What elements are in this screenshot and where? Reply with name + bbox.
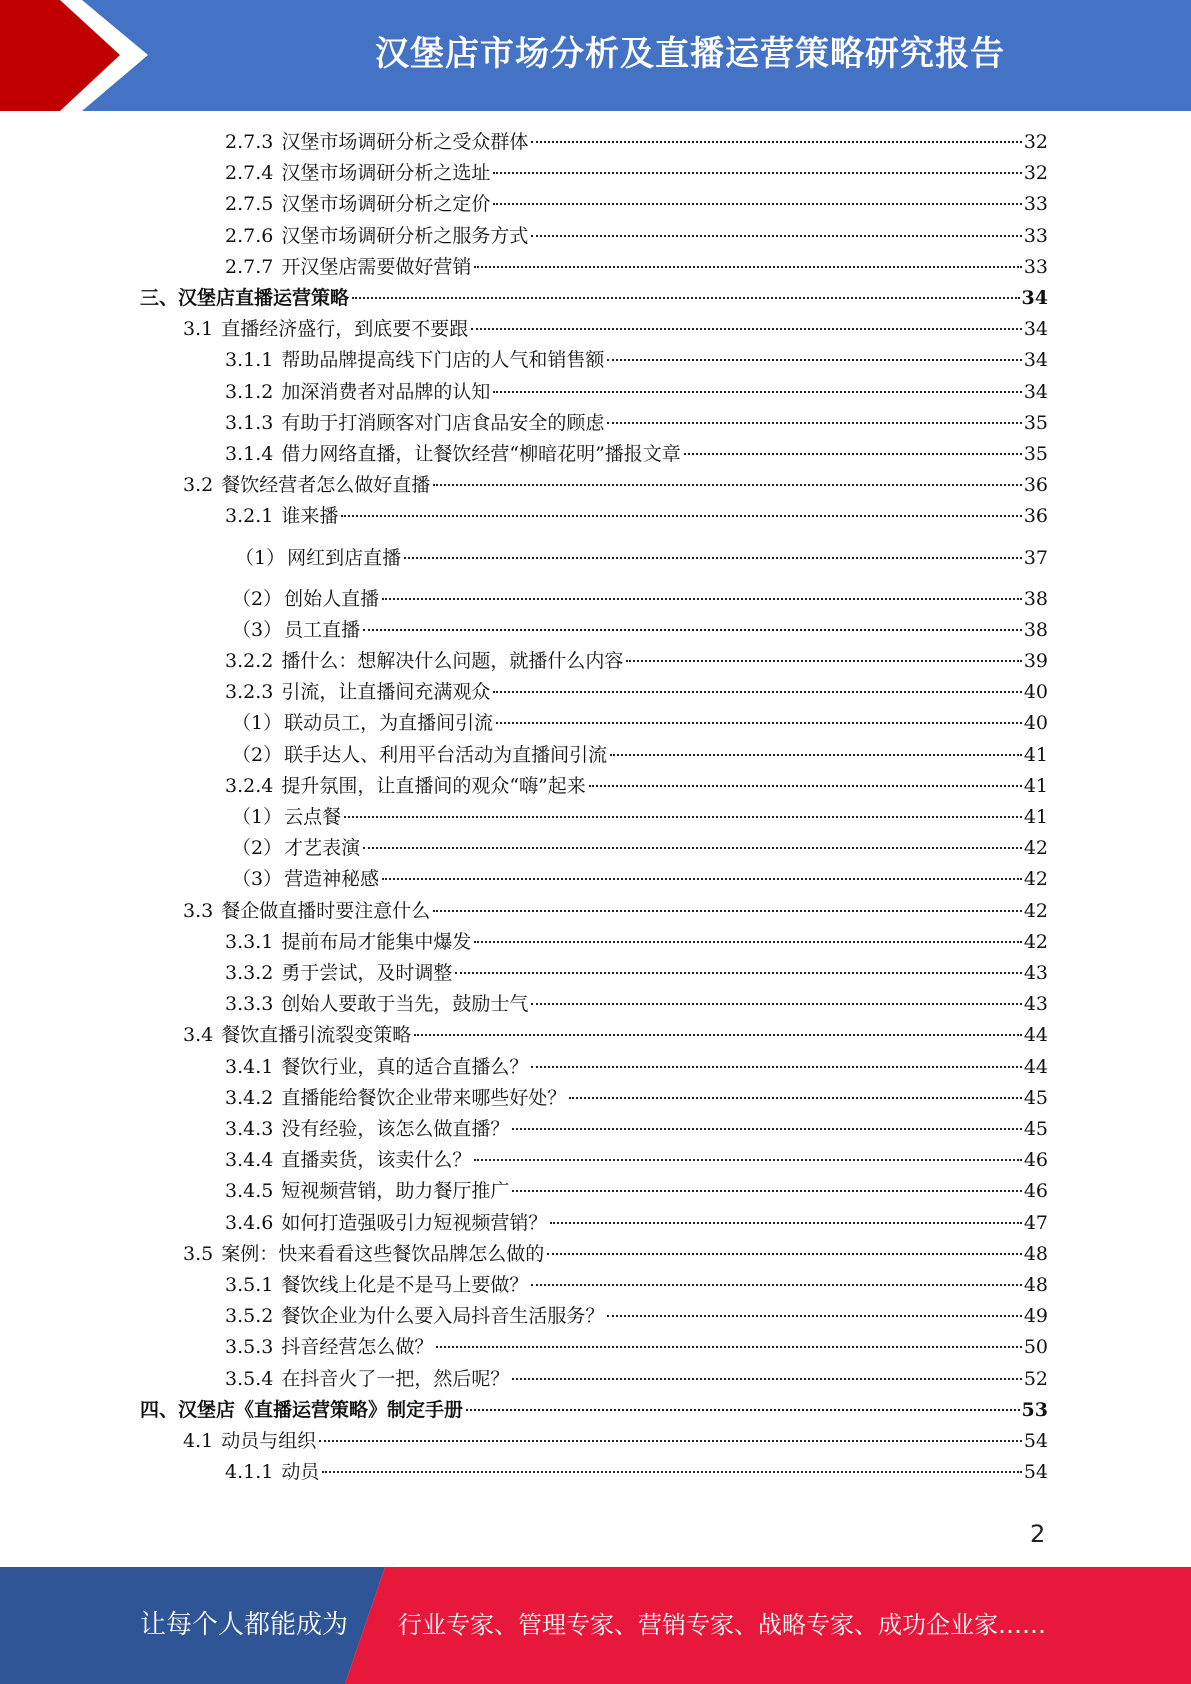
toc-dot-leader — [607, 422, 1021, 424]
toc-dot-leader — [493, 172, 1021, 174]
toc-entry-page: 40 — [1023, 712, 1048, 735]
toc-entry-number: 3.3.3 — [225, 993, 274, 1016]
toc-dot-leader — [382, 878, 1022, 880]
toc-entry-page: 45 — [1023, 1086, 1048, 1109]
toc-entry[interactable] — [232, 802, 1048, 833]
toc-entry-title: 餐饮企业为什么要入局抖音生活服务？ — [281, 1305, 605, 1328]
toc-entry[interactable] — [225, 1270, 1048, 1301]
toc-entry-page: 34 — [1021, 287, 1048, 309]
toc-entry-number: 3.4.1 — [225, 1055, 274, 1078]
toc-entry-page: 33 — [1023, 224, 1048, 247]
toc-dot-leader — [471, 328, 1022, 330]
toc-entry-number: （2） — [232, 837, 283, 860]
toc-entry-title: 短视频营销，助力餐厅推广 — [281, 1180, 510, 1203]
toc-dot-leader — [531, 141, 1021, 143]
toc-entry-title: 引流，让直播间充满观众 — [281, 681, 491, 704]
toc-entry[interactable] — [183, 1239, 1048, 1270]
toc-entry-title: 汉堡市场调研分析之定价 — [281, 193, 491, 216]
toc-dot-leader — [607, 1315, 1021, 1317]
toc-entry-title: 汉堡市场调研分析之选址 — [281, 162, 491, 185]
toc-entry-title: 直播经济盛行，到底要不要跟 — [221, 318, 469, 341]
toc-entry-title: 联动员工，为直播间引流 — [284, 712, 494, 735]
toc-entry-title: 餐饮经营者怎么做好直播 — [221, 474, 431, 497]
toc-entry-title: 抖音经营怎么做？ — [281, 1336, 434, 1359]
header-arrow-icon — [0, 0, 170, 111]
toc-entry-page: 48 — [1023, 1274, 1048, 1296]
toc-dot-leader — [322, 1471, 1021, 1473]
toc-entry[interactable] — [225, 252, 1048, 283]
footer-bar — [0, 1567, 1191, 1684]
toc-entry-number: 2.7.4 — [225, 162, 274, 185]
toc-entry-page: 39 — [1023, 650, 1048, 672]
toc-entry[interactable] — [232, 740, 1048, 771]
toc-entry[interactable] — [225, 1332, 1048, 1363]
toc-dot-leader — [493, 691, 1021, 693]
toc-entry-number: （1） — [235, 546, 286, 569]
toc-entry[interactable] — [225, 127, 1048, 158]
toc-entry-page: 34 — [1023, 318, 1048, 341]
toc-entry-title: 员工直播 — [284, 618, 361, 641]
toc-entry[interactable] — [225, 345, 1048, 376]
toc-entry-title: 有助于打消顾客对门店食品安全的顾虑 — [281, 411, 605, 434]
toc-entry-number: 3.3 — [183, 899, 214, 922]
toc-entry-number: 3.2.4 — [225, 774, 274, 797]
toc-entry-number: （1） — [232, 712, 283, 735]
toc-dot-leader — [589, 785, 1022, 787]
toc-entry[interactable] — [232, 864, 1048, 895]
toc-entry-number: 3.2.3 — [225, 681, 274, 704]
toc-entry-title: 联手达人、利用平台活动为直播间引流 — [284, 743, 608, 766]
toc-entry-title: 提升氛围，让直播间的观众“嗨”起来 — [281, 774, 586, 797]
toc-entry-number: 3.4 — [183, 1024, 214, 1047]
footer-slogan-right: 行业专家、管理专家、营销专家、战略专家、成功企业家…… — [398, 1611, 1046, 1639]
toc-entry-title: 播什么：想解决什么问题，就播什么内容 — [281, 650, 624, 672]
toc-dot-leader — [607, 359, 1021, 361]
toc-entry-page: 44 — [1023, 1024, 1048, 1047]
toc-entry-page: 50 — [1023, 1336, 1048, 1359]
toc-entry-title: 三、汉堡店直播运营策略 — [140, 287, 350, 309]
toc-entry-page: 37 — [1023, 546, 1048, 569]
toc-entry-number: 3.1.2 — [225, 380, 274, 403]
toc-entry[interactable] — [225, 1083, 1048, 1114]
toc-dot-leader — [319, 1440, 1022, 1442]
toc-entry-page: 33 — [1023, 255, 1048, 278]
toc-entry[interactable] — [225, 1457, 1048, 1488]
toc-entry-number: 3.5 — [183, 1242, 214, 1265]
toc-entry-title: 云点餐 — [284, 806, 342, 828]
toc-entry-page: 49 — [1023, 1305, 1048, 1328]
toc-dot-leader — [569, 1097, 1021, 1099]
toc-entry-page: 36 — [1023, 474, 1048, 497]
toc-entry-number: （3） — [232, 868, 283, 891]
toc-entry[interactable] — [183, 1020, 1048, 1051]
toc-entry-number: 2.7.5 — [225, 193, 274, 216]
toc-entry-page: 42 — [1023, 899, 1048, 922]
toc-entry-title: 汉堡市场调研分析之服务方式 — [281, 224, 529, 247]
toc-entry-page: 41 — [1023, 774, 1048, 797]
toc-entry-page: 38 — [1023, 587, 1048, 610]
toc-entry[interactable] — [225, 1114, 1048, 1145]
toc-entry-page: 48 — [1023, 1242, 1048, 1265]
toc-entry[interactable] — [225, 1145, 1048, 1176]
toc-entry[interactable] — [225, 501, 1048, 532]
toc-entry[interactable] — [225, 1208, 1048, 1239]
toc-entry-title: 餐饮直播引流裂变策略 — [221, 1024, 412, 1047]
toc-entry[interactable] — [140, 283, 1048, 314]
toc-entry[interactable] — [225, 189, 1048, 220]
toc-entry[interactable] — [225, 1301, 1048, 1332]
toc-entry-page: 45 — [1023, 1118, 1048, 1140]
toc-entry-page: 43 — [1023, 993, 1048, 1016]
toc-entry-page: 42 — [1023, 837, 1048, 860]
toc-entry-page: 53 — [1021, 1398, 1048, 1421]
toc-entry-title: 直播卖货，该卖什么？ — [281, 1149, 472, 1172]
toc-entry[interactable] — [225, 221, 1048, 252]
toc-entry-number: 3.1.3 — [225, 411, 274, 434]
toc-dot-leader — [531, 235, 1021, 237]
toc-dot-leader — [382, 598, 1022, 600]
toc-entry-title: 动员与组织 — [221, 1430, 317, 1452]
toc-dot-leader — [531, 1003, 1021, 1005]
toc-entry-page: 44 — [1023, 1055, 1048, 1078]
toc-entry-title: 网红到店直播 — [287, 546, 402, 569]
toc-dot-leader — [550, 1222, 1021, 1224]
toc-entry[interactable] — [225, 958, 1048, 989]
toc-entry-title: 在抖音火了一把，然后呢？ — [281, 1367, 510, 1390]
toc-entry-number: 4.1 — [183, 1430, 214, 1452]
toc-dot-leader — [474, 1159, 1021, 1161]
toc-entry-page: 40 — [1023, 681, 1048, 704]
toc-entry-number: 4.1.1 — [225, 1461, 274, 1484]
toc-entry-title: 提前布局才能集中爆发 — [281, 930, 472, 953]
toc-entry-number: 3.4.3 — [225, 1118, 274, 1140]
toc-entry-page: 35 — [1023, 411, 1048, 434]
toc-entry-number: 3.1 — [183, 318, 214, 341]
toc-entry-title: 才艺表演 — [284, 837, 361, 860]
toc-entry-number: 3.2.2 — [225, 650, 274, 672]
toc-entry-page: 46 — [1023, 1180, 1048, 1203]
toc-dot-leader — [474, 266, 1021, 268]
toc-entry-title: 餐饮线上化是不是马上要做？ — [281, 1274, 529, 1296]
toc-dot-leader — [474, 941, 1021, 943]
toc-entry-number: 3.2.1 — [225, 505, 274, 528]
toc-entry[interactable] — [232, 708, 1048, 739]
toc-dot-leader — [455, 972, 1021, 974]
toc-entry[interactable] — [225, 1052, 1048, 1083]
toc-dot-leader — [363, 629, 1022, 631]
toc-entry-title: 没有经验，该怎么做直播？ — [281, 1118, 510, 1140]
toc-entry-number: 3.1.4 — [225, 443, 274, 465]
toc-entry[interactable] — [183, 896, 1048, 927]
toc-dot-leader — [493, 203, 1021, 205]
toc-entry-number: （1） — [232, 806, 283, 828]
toc-entry-number: 2.7.7 — [225, 255, 274, 278]
toc-entry-title: 汉堡市场调研分析之受众群体 — [281, 131, 529, 153]
toc-dot-leader — [626, 660, 1021, 662]
toc-dot-leader — [414, 1034, 1022, 1036]
toc-entry-number: 3.5.3 — [225, 1336, 274, 1359]
toc-entry-page: 43 — [1023, 962, 1048, 984]
toc-dot-leader — [493, 391, 1021, 393]
toc-dot-leader — [404, 557, 1022, 559]
toc-entry[interactable] — [183, 314, 1048, 345]
toc-entry-number: 3.1.1 — [225, 349, 274, 372]
toc-dot-leader — [610, 754, 1022, 756]
document-title: 汉堡店市场分析及直播运营策略研究报告 — [375, 34, 1005, 74]
toc-entry-number: 3.4.6 — [225, 1211, 274, 1234]
toc-entry[interactable] — [225, 1364, 1048, 1395]
toc-entry-number: （2） — [232, 587, 283, 610]
toc-entry[interactable] — [225, 989, 1048, 1020]
toc-entry-page: 35 — [1023, 443, 1048, 465]
toc-entry-title: 餐饮行业，真的适合直播么？ — [281, 1055, 529, 1078]
toc-entry[interactable] — [225, 1176, 1048, 1207]
toc-entry[interactable] — [232, 584, 1048, 615]
toc-dot-leader — [433, 910, 1022, 912]
toc-entry-page: 38 — [1023, 618, 1048, 641]
toc-entry-page: 34 — [1023, 380, 1048, 403]
toc-entry-number: 3.4.5 — [225, 1180, 274, 1203]
toc-entry-page: 33 — [1023, 193, 1048, 216]
toc-entry[interactable] — [225, 408, 1048, 439]
toc-entry-number: 2.7.3 — [225, 131, 274, 153]
toc-entry[interactable] — [183, 470, 1048, 501]
toc-dot-leader — [512, 1378, 1021, 1380]
toc-entry-number: 3.3.2 — [225, 962, 274, 984]
toc-entry-title: 创始人直播 — [284, 587, 380, 610]
toc-dot-leader — [363, 847, 1022, 849]
toc-entry-page: 32 — [1023, 131, 1048, 153]
toc-entry-page: 41 — [1023, 806, 1048, 828]
toc-entry-page: 52 — [1023, 1367, 1048, 1390]
toc-dot-leader — [547, 1253, 1022, 1255]
toc-entry-title: 如何打造强吸引力短视频营销？ — [281, 1211, 548, 1234]
toc-entry-title: 营造神秘感 — [284, 868, 380, 891]
toc-entry-page: 46 — [1023, 1149, 1048, 1172]
toc-dot-leader — [433, 484, 1022, 486]
toc-dot-leader — [341, 515, 1021, 517]
toc-entry[interactable] — [225, 771, 1048, 802]
toc-entry-title: 加深消费者对品牌的认知 — [281, 380, 491, 403]
toc-entry[interactable] — [225, 377, 1048, 408]
page-number: 2 — [1030, 1520, 1046, 1548]
toc-dot-leader — [352, 297, 1020, 299]
toc-entry-title: 餐企做直播时要注意什么 — [221, 899, 431, 922]
toc-dot-leader — [344, 816, 1022, 818]
toc-dot-leader — [531, 1284, 1021, 1286]
toc-entry-number: 3.4.4 — [225, 1149, 274, 1172]
toc-entry-page: 54 — [1023, 1461, 1048, 1484]
toc-entry-page: 41 — [1023, 743, 1048, 766]
toc-entry-number: 3.5.1 — [225, 1274, 274, 1296]
toc-dot-leader — [531, 1066, 1021, 1068]
toc-entry-page: 47 — [1023, 1211, 1048, 1234]
toc-entry-title: 开汉堡店需要做好营销 — [281, 255, 472, 278]
toc-dot-leader — [512, 1190, 1021, 1192]
toc-entry-number: 3.4.2 — [225, 1086, 274, 1109]
footer-slogan-left: 让每个人都能成为 — [140, 1610, 349, 1640]
toc-entry-number: 3.3.1 — [225, 930, 274, 953]
toc-entry-page: 42 — [1023, 868, 1048, 891]
toc-entry-number: （3） — [232, 618, 283, 641]
toc-entry[interactable] — [232, 833, 1048, 864]
toc-entry[interactable] — [235, 543, 1048, 574]
toc-dot-leader — [512, 1128, 1021, 1130]
toc-dot-leader — [436, 1346, 1021, 1348]
toc-dot-leader — [684, 453, 1022, 455]
toc-entry-title: 四、汉堡店《直播运营策略》制定手册 — [140, 1398, 464, 1421]
toc-entry-title: 借力网络直播，让餐饮经营“柳暗花明”播报文章 — [281, 443, 681, 465]
toc-entry-page: 36 — [1023, 505, 1048, 528]
toc-entry-title: 勇于尝试，及时调整 — [281, 962, 453, 984]
toc-entry-title: 动员 — [281, 1461, 320, 1484]
toc-entry-title: 案例：快来看看这些餐饮品牌怎么做的 — [221, 1242, 545, 1265]
toc-entry-title: 帮助品牌提高线下门店的人气和销售额 — [281, 349, 605, 372]
toc-entry[interactable] — [225, 927, 1048, 958]
toc-entry-page: 42 — [1023, 930, 1048, 953]
toc-entry-title: 谁来播 — [281, 505, 339, 528]
toc-entry-number: （2） — [232, 743, 283, 766]
toc-dot-leader — [496, 722, 1022, 724]
toc-entry-number: 3.5.4 — [225, 1367, 274, 1390]
toc-entry-title: 创始人要敢于当先，鼓励士气 — [281, 993, 529, 1016]
toc-entry[interactable] — [183, 1426, 1048, 1457]
toc-entry[interactable] — [225, 677, 1048, 708]
toc-entry[interactable] — [225, 646, 1048, 677]
toc-entry-title: 直播能给餐饮企业带来哪些好处？ — [281, 1086, 567, 1109]
toc-entry[interactable] — [225, 158, 1048, 189]
toc-entry[interactable] — [140, 1395, 1048, 1426]
header-bar — [0, 0, 1191, 111]
toc-entry-number: 3.5.2 — [225, 1305, 274, 1328]
toc-entry-page: 32 — [1023, 162, 1048, 185]
toc-entry[interactable] — [225, 439, 1048, 470]
toc-entry-page: 54 — [1023, 1430, 1048, 1452]
toc-dot-leader — [466, 1409, 1020, 1411]
toc-entry-page: 34 — [1023, 349, 1048, 372]
toc-entry-number: 3.2 — [183, 474, 214, 497]
toc-entry[interactable] — [232, 615, 1048, 646]
toc-entry-number: 2.7.6 — [225, 224, 274, 247]
